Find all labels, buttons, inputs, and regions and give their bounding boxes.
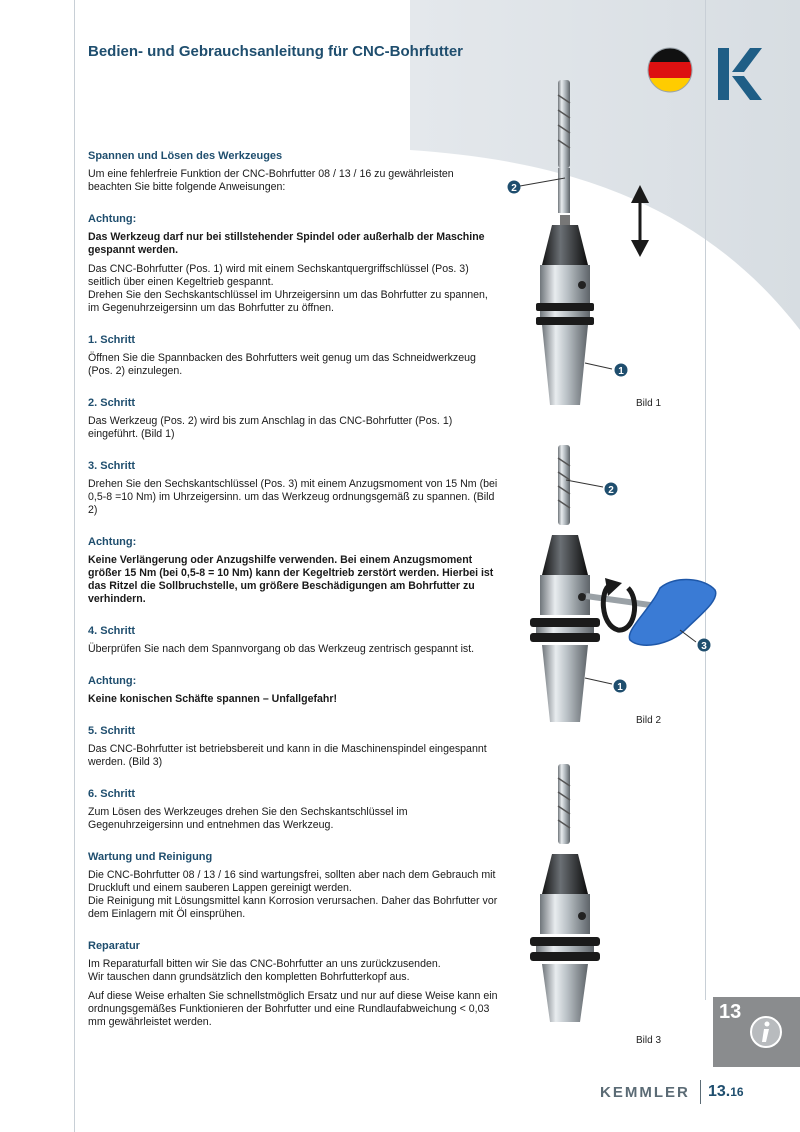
repair-text-1: Im Reparaturfall bitten wir Sie das CNC-Bohrfutter an uns zurückzusenden.	[88, 958, 441, 970]
step-4-heading: 4. Schritt	[88, 625, 136, 637]
turning-direction: Drehen Sie den Sechskantschlüssel im Uhrzeigersinn um das Bohrfutter zu spannen, im Gegenuhrzeigersinn um das Bohrfutter zu öffnen.	[88, 289, 488, 314]
svg-text:1: 1	[618, 366, 624, 377]
maintenance-text-1: Die CNC-Bohrfutter 08 / 13 / 16 sind wartungsfrei, sollten aber nach dem Gebrauch mit Druckluft und einem sauberen Lappen gereinigt werden.	[88, 869, 496, 894]
marker-2	[605, 483, 618, 497]
footer-brand: KEMMLER	[600, 1084, 690, 1101]
step-5-text: Das CNC-Bohrfutter ist betriebsbereit und kann in die Maschinenspindel eingespannt werden. (Bild 3)	[88, 743, 487, 768]
page-frame-left	[74, 0, 75, 1132]
maintenance-heading: Wartung und Reinigung	[88, 851, 213, 863]
leader-line-2	[566, 480, 603, 487]
page-title: Bedien- und Gebrauchsanleitung für CNC-Bohrfutter	[88, 43, 463, 60]
warning-text-1: Das Werkzeug darf nur bei stillstehender Spindel oder außerhalb der Maschine gespannt werden.	[88, 231, 485, 256]
marker-1	[614, 680, 627, 694]
warning-heading-1: Achtung:	[88, 213, 137, 225]
section-heading-spannen: Spannen und Lösen des Werkzeuges	[88, 150, 283, 162]
drill-bit	[558, 80, 570, 213]
warning-text-2: Keine Verlängerung oder Anzugshilfe verwenden. Bei einem Anzugsmoment größer 15 Nm (bei 0,5-8 = 10 Nm) kann der Kegeltrieb zerstört werden. Hierbei ist das Ritzel die Sollbruchstelle, um größere Beschädigungen am Bohrfutter zu verhindern.	[88, 554, 494, 605]
marker-1	[615, 364, 628, 378]
step-2-heading: 2. Schritt	[88, 397, 136, 409]
kemmler-k-logo	[716, 48, 762, 100]
figure-bild-2	[500, 440, 725, 730]
step-5-heading: 5. Schritt	[88, 725, 136, 737]
marker-3	[698, 639, 711, 653]
svg-text:2: 2	[608, 485, 614, 496]
step-6-heading: 6. Schritt	[88, 788, 136, 800]
chuck-body	[536, 215, 594, 405]
page-number	[708, 1083, 744, 1101]
step-2-text: Das Werkzeug (Pos. 2) wird bis zum Anschlag in das CNC-Bohrfutter (Pos. 1) eingeführt. (Bild 1)	[88, 415, 453, 440]
caption-bild-2: Bild 2	[636, 715, 662, 726]
repair-text-3: Auf diese Weise erhalten Sie schnellstmöglich Ersatz und nur auf diese Weise kann ein ordnungsgemäßes Funktionieren der Bohrfutter und eine Rundlaufabweichung < 0,03 mm gewährleistet werden.	[88, 990, 498, 1028]
figure-bild-1	[500, 75, 680, 415]
step-1-heading: 1. Schritt	[88, 334, 136, 346]
leader-line-1	[585, 678, 612, 684]
step-3-text: Drehen Sie den Sechskantschlüssel (Pos. 3) mit einem Anzugsmoment von 15 Nm (bei 0,5-8 =10 Nm) im Uhrzeigersinn. um das Werkzeug ordnungsgemäß zu spannen. (Bild 2)	[88, 478, 498, 516]
repair-text-2: Wir tauschen dann grundsätzlich den kompletten Bohrfutterkopf aus.	[88, 971, 410, 983]
step-3-heading: 3. Schritt	[88, 460, 136, 472]
step-1-text: Öffnen Sie die Spannbacken des Bohrfutters weit genug um das Schneidwerkzeug (Pos. 2) einzulegen.	[88, 352, 476, 377]
leader-line-1	[585, 363, 612, 369]
caption-bild-3: Bild 3	[636, 1035, 662, 1046]
marker-2	[508, 181, 521, 195]
repair-heading: Reparatur	[88, 940, 140, 952]
svg-text:1: 1	[617, 682, 623, 693]
page-number-minor: 16	[730, 1085, 744, 1099]
chuck-body	[530, 535, 600, 722]
drill-bit	[558, 445, 570, 525]
step-6-text: Zum Lösen des Werkzeuges drehen Sie den Sechskantschlüssel im Gegenuhrzeigersinn und entnehmen das Werkzeug.	[88, 806, 408, 831]
chapter-number: 13	[719, 1001, 742, 1023]
svg-text:3: 3	[701, 641, 707, 652]
footer-separator	[700, 1080, 701, 1104]
intro-paragraph: Um eine fehlerfreie Funktion der CNC-Bohrfutter 08 / 13 / 16 zu gewährleisten beachten Sie bitte folgende Anweisungen:	[88, 168, 454, 193]
step-4-text: Überprüfen Sie nach dem Spannvorgang ob das Werkzeug zentrisch gespannt ist.	[88, 643, 475, 655]
warning-heading-2: Achtung:	[88, 536, 137, 548]
up-down-arrow-icon	[631, 185, 649, 257]
maintenance-text-2: Die Reinigung mit Lösungsmittel kann Korrosion verursachen. Daher das Bohrfutter vor dem Einlagern mit Öl einsprühen.	[88, 895, 498, 920]
chapter-tab	[713, 997, 800, 1067]
page-number-major: 13.	[708, 1083, 731, 1100]
caption-bild-1: Bild 1	[636, 398, 662, 409]
drill-bit	[558, 764, 570, 844]
leader-line-3	[680, 630, 696, 642]
info-icon	[749, 1015, 783, 1049]
instruction-text	[88, 150, 498, 1029]
figure-bild-3	[500, 760, 640, 1030]
warning-heading-3: Achtung:	[88, 675, 137, 687]
svg-text:2: 2	[511, 183, 517, 194]
warning-text-3: Keine konischen Schäfte spannen – Unfallgefahr!	[88, 693, 338, 705]
wrench-description: Das CNC-Bohrfutter (Pos. 1) wird mit einem Sechskantquergriffschlüssel (Pos. 3) seitlich über einen Kegeltrieb gespannt.	[88, 263, 469, 288]
chuck-body	[530, 854, 600, 1022]
